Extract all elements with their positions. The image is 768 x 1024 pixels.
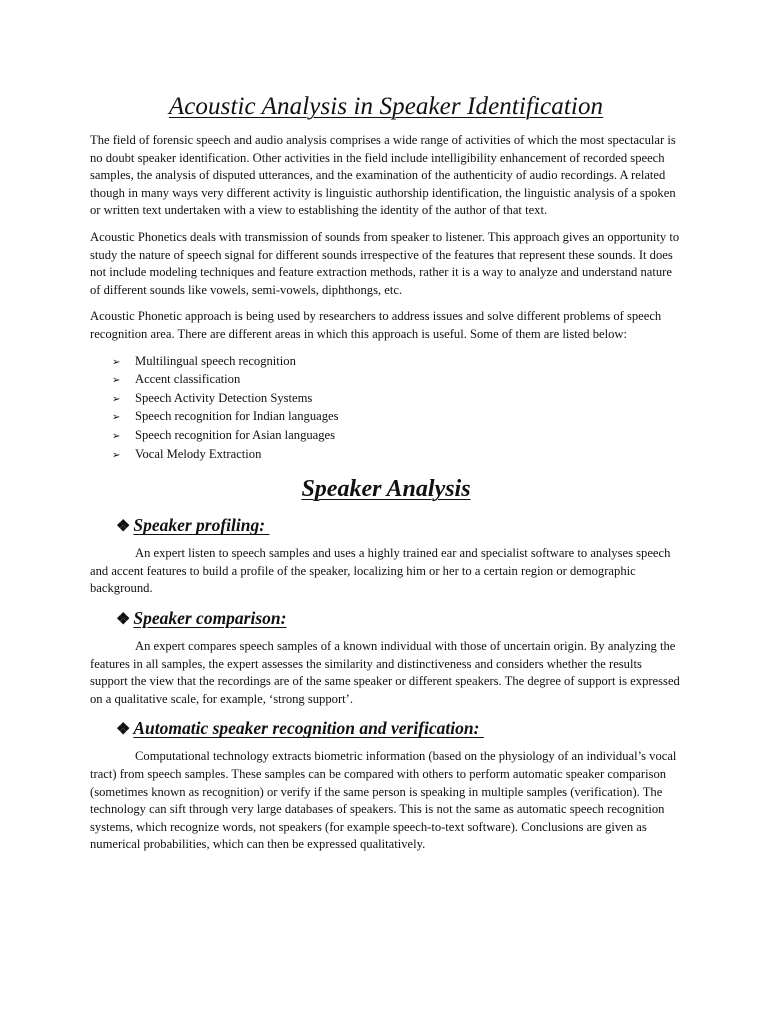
list-item bbox=[112, 446, 682, 465]
arrow-bullet-icon: ➢ bbox=[112, 430, 121, 442]
list-item-text: Multilingual speech recognition bbox=[135, 353, 296, 368]
list-item-text: Vocal Melody Extraction bbox=[135, 446, 262, 461]
subsection-heading bbox=[116, 718, 682, 740]
list-item-text: Accent classification bbox=[135, 372, 241, 387]
list-item bbox=[112, 371, 682, 390]
list-item bbox=[112, 390, 682, 409]
arrow-bullet-icon: ➢ bbox=[112, 412, 121, 424]
diamond-bullet-icon: ❖ bbox=[116, 611, 131, 629]
arrow-bullet-icon: ➢ bbox=[112, 393, 121, 405]
subsection-heading-text: Speaker profiling: bbox=[133, 515, 270, 536]
subsection-heading bbox=[116, 608, 682, 630]
arrow-bullet-icon: ➢ bbox=[112, 356, 121, 368]
list-item bbox=[112, 408, 682, 427]
list-item bbox=[112, 427, 682, 446]
subsection-heading-text: Speaker comparison: bbox=[133, 608, 287, 629]
document-title: Acoustic Analysis in Speaker Identification bbox=[168, 93, 604, 120]
application-list bbox=[90, 353, 682, 465]
subsection-paragraph: An expert listen to speech samples and uses a highly trained ear and specialist software to analyses speech and accent features to build a profile of the speaker, localizing him or her to a certain region or demographic background. bbox=[90, 546, 671, 596]
arrow-bullet-icon: ➢ bbox=[112, 449, 121, 461]
list-item-text: Speech recognition for Indian languages bbox=[135, 409, 339, 424]
intro-paragraph: Acoustic Phonetics deals with transmission of sounds from speaker to listener. This approach gives an opportunity to study the nature of speech signal for different sounds irrespective of the features that represent these sounds. It does not include modeling techniques and feature extraction methods, rather it is a way to analyze and understand nature of different sounds like vowels, semi-vowels, diphthongs, etc. bbox=[90, 229, 680, 297]
diamond-bullet-icon: ❖ bbox=[116, 721, 131, 739]
subsection-heading-text: Automatic speaker recognition and verification: bbox=[133, 718, 484, 739]
intro-paragraph: The field of forensic speech and audio analysis comprises a wide range of activities of which the most spectacular is no doubt speaker identification. Other activities in the field include intelligibility enhancement of recorded speech samples, the analysis of disputed utterances, and the examination of the authenticity of audio recordings. A related though in many ways very different activity is linguistic authorship identification, the linguistic analysis of a spoken or written text undertaken with a view to establishing the identity of the author of that text. bbox=[90, 133, 676, 218]
subsection-paragraph: An expert compares speech samples of a known individual with those of uncertain origin. By analyzing the features in all samples, the expert assesses the similarity and distinctiveness and considers whether the results support the view that the recordings are of the same speaker or different speakers. The degree of support is expressed on a qualitative scale, for example, ‘strong support’. bbox=[90, 639, 680, 706]
intro-paragraph: Acoustic Phonetic approach is being used by researchers to address issues and solve different problems of speech recognition area. There are different areas in which this approach is useful. Some of them are listed below: bbox=[90, 309, 662, 341]
diamond-bullet-icon: ❖ bbox=[116, 518, 131, 536]
subsection-heading bbox=[116, 515, 682, 537]
list-item-text: Speech Activity Detection Systems bbox=[135, 390, 313, 405]
subsection-paragraph: Computational technology extracts biometric information (based on the physiology of an individual’s vocal tract) from speech samples. These samples can be compared with others to perform automatic speaker comparison (sometimes known as recognition) or verify if the same person is speaking in multiple samples (verification). The technology can sift through very large databases of speakers. This is not the same as automatic speech recognition systems, which recognize words, not speakers (for example speech-to-text software). Conclusions are given as numerical probabilities, which can then be expressed qualitatively. bbox=[90, 749, 677, 852]
arrow-bullet-icon: ➢ bbox=[112, 375, 121, 387]
list-item-text: Speech recognition for Asian languages bbox=[135, 427, 336, 442]
list-item bbox=[112, 353, 682, 372]
section-title: Speaker Analysis bbox=[301, 476, 471, 503]
document-page bbox=[90, 92, 682, 863]
